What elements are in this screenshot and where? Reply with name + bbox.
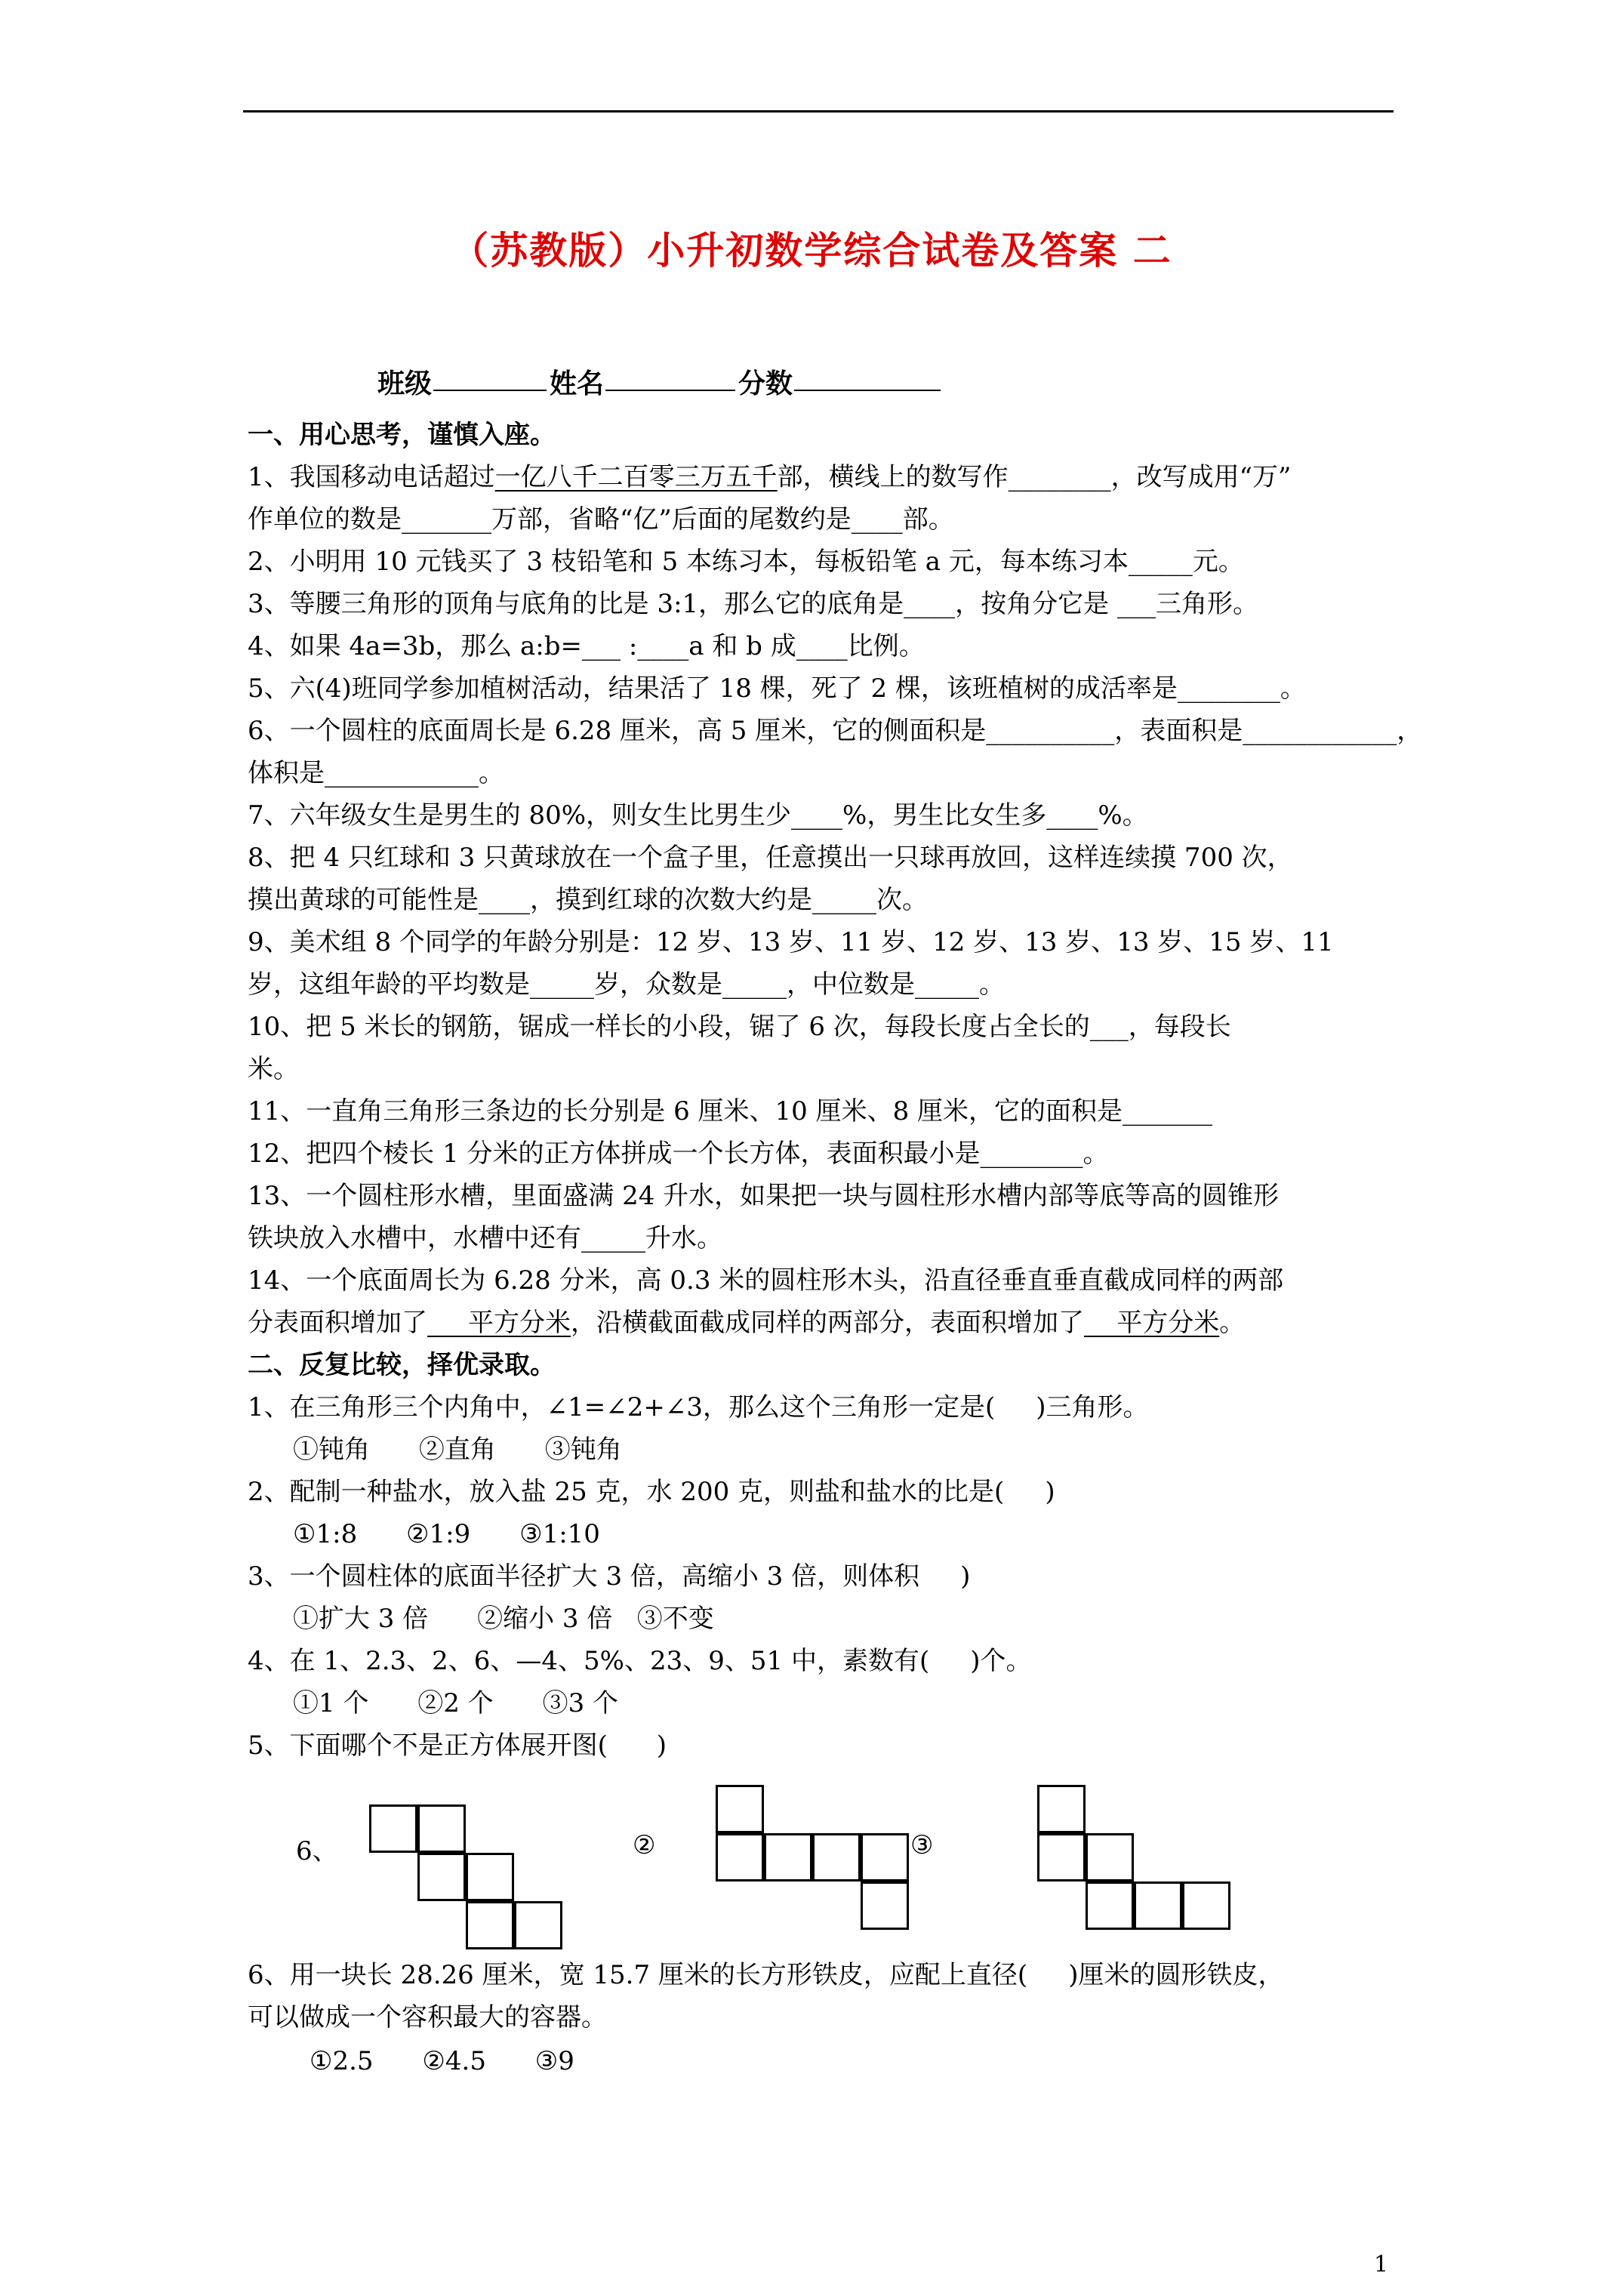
choice-question-4-options: ①1 个 ②2 个 ③3 个: [293, 1688, 619, 1718]
net-2-square: [764, 1833, 812, 1881]
class-field[interactable]: [433, 390, 547, 391]
question-1-text-b: 部，横线上的数写作________，改写成用“万”: [777, 462, 1292, 492]
net-3-square: [1134, 1881, 1182, 1930]
choice-question-6-line-2: 可以做成一个容积最大的容器。: [248, 2002, 607, 2032]
net-3-square: [1086, 1833, 1134, 1881]
question-14-blank-2: 平方分米: [1084, 1308, 1220, 1338]
question-10-line-1: 10、把 5 米长的钢筋，锯成一样长的小段，锯了 6 次，每段长度占全长的___，每段长: [248, 1012, 1231, 1042]
choice-question-3: 3、一个圆柱体的底面半径扩大 3 倍，高缩小 3 倍，则体积 ): [248, 1561, 971, 1592]
choice-question-3-options: ①扩大 3 倍 ②缩小 3 倍 ③不变: [293, 1604, 714, 1634]
question-8-line-2: 摸出黄球的可能性是____，摸到红球的次数大约是_____次。: [248, 885, 928, 915]
net-3-square: [1182, 1881, 1230, 1930]
net-1-square: [417, 1853, 466, 1901]
net-1-square: [466, 1853, 514, 1901]
net-2-square: [861, 1881, 909, 1930]
net-2-square: [861, 1833, 909, 1881]
question-13-line-2: 铁块放入水槽中，水槽中还有_____升水。: [248, 1223, 722, 1253]
question-6-line-2: 体积是____________。: [248, 758, 504, 788]
question-10-line-2: 米。: [248, 1054, 299, 1084]
score-label: 分数: [738, 368, 793, 399]
choice-question-1: 1、在三角形三个内角中，∠1=∠2+∠3，那么这个三角形一定是( )三角形。: [248, 1392, 1149, 1422]
net-3-square: [1037, 1785, 1086, 1833]
question-9-line-1: 9、美术组 8 个同学的年龄分别是：12 岁、13 岁、11 岁、12 岁、13 岁、13 岁、15 岁、11: [248, 927, 1334, 957]
question-6-line-1: 6、一个圆柱的底面周长是 6.28 厘米，高 5 厘米，它的侧面积是__________，表面积是____________，: [248, 716, 1423, 746]
page-number: 1: [1374, 2251, 1389, 2278]
question-2: 2、小明用 10 元钱买了 3 枝铅笔和 5 本练习本，每板铅笔 a 元，每本练习本_____元。: [248, 547, 1244, 577]
net-3-square: [1037, 1833, 1086, 1881]
net-label-3: ③: [910, 1830, 934, 1860]
question-13-line-1: 13、一个圆柱形水槽，里面盛满 24 升水，如果把一块与圆柱形水槽内部等底等高的圆锥形: [248, 1181, 1280, 1211]
question-12: 12、把四个棱长 1 分米的正方体拼成一个长方体，表面积最小是________。: [248, 1139, 1109, 1169]
net-1-square: [417, 1804, 466, 1853]
choice-question-4: 4、在 1、2.3、2、6、—4、5%、23、9、51 中，素数有( )个。: [248, 1646, 1032, 1676]
net-1-square: [514, 1901, 562, 1949]
section-heading-2: 二、反复比较，择优录取。: [248, 1350, 556, 1380]
question-5: 5、六(4)班同学参加植树活动，结果活了 18 棵，死了 2 棵，该班植树的成活率是________。: [248, 673, 1306, 704]
section-heading-1: 一、用心思考，谨慎入座。: [248, 420, 556, 450]
net-label-2: ②: [633, 1830, 656, 1860]
net-1-square: [369, 1804, 417, 1853]
question-14-blank-1: 平方分米: [427, 1308, 571, 1338]
score-field[interactable]: [794, 390, 941, 391]
question-1-line-2: 作单位的数是_______万部，省略“亿”后面的尾数约是____部。: [248, 504, 954, 535]
net-label-1: 6、: [296, 1836, 338, 1866]
choice-question-5: 5、下面哪个不是正方体展开图( ): [248, 1730, 667, 1761]
choice-question-2-options: ①1:8 ②1:9 ③1:10: [293, 1519, 600, 1549]
header-rule: [243, 110, 1394, 112]
name-label: 姓名: [550, 368, 605, 399]
net-2-square: [716, 1833, 764, 1881]
choice-question-6-options: ①2.5 ②4.5 ③9: [310, 2046, 574, 2076]
question-14-line-2: [248, 1308, 1245, 1338]
net-2-square: [812, 1833, 861, 1881]
question-4: 4、如果 4a=3b，那么 a:b=___ :____a 和 b 成____比例。: [248, 631, 925, 661]
question-7: 7、六年级女生是男生的 80%，则女生比男生少____%，男生比女生多____%。: [248, 800, 1148, 831]
question-14-text-b1: 分表面积增加了: [248, 1308, 427, 1338]
choice-question-2: 2、配制一种盐水，放入盐 25 克，水 200 克，则盐和盐水的比是( ): [248, 1477, 1055, 1507]
name-field[interactable]: [605, 390, 735, 391]
net-1-square: [466, 1901, 514, 1949]
question-14-text-b2: ，沿横截面截成同样的两部分，表面积增加了: [571, 1308, 1085, 1338]
question-8-line-1: 8、把 4 只红球和 3 只黄球放在一个盒子里，任意摸出一只球再放回，这样连续摸 700 次，: [248, 843, 1293, 873]
class-label: 班级: [377, 368, 433, 399]
page-title: （苏教版）小升初数学综合试卷及答案 二: [451, 228, 1172, 273]
choice-question-1-options: ①钝角 ②直角 ③钝角: [293, 1435, 622, 1465]
choice-question-6-line-1: 6、用一块长 28.26 厘米，宽 15.7 厘米的长方形铁皮，应配上直径( )厘米的圆形铁皮，: [248, 1960, 1284, 1990]
question-14-text-b3: 。: [1219, 1308, 1246, 1338]
net-2-square: [716, 1785, 764, 1833]
question-3: 3、等腰三角形的顶角与底角的比是 3:1，那么它的底角是____，按角分它是 ___三角形。: [248, 589, 1258, 619]
question-14-line-1: 14、一个底面周长为 6.28 分米，高 0.3 米的圆柱形木头，沿直径垂直垂直截成同样的两部: [248, 1265, 1284, 1296]
question-1-underlined-number: 一亿八千二百零三万五千: [494, 462, 778, 492]
question-1-text-a: 1、我国移动电话超过: [248, 462, 495, 492]
question-1-line-1: [248, 462, 1291, 492]
question-11: 11、一直角三角形三条边的长分别是 6 厘米、10 厘米、8 厘米，它的面积是_______: [248, 1096, 1213, 1126]
question-9-line-2: 岁，这组年龄的平均数是_____岁，众数是_____，中位数是_____。: [248, 969, 1005, 1000]
net-3-square: [1086, 1881, 1134, 1930]
